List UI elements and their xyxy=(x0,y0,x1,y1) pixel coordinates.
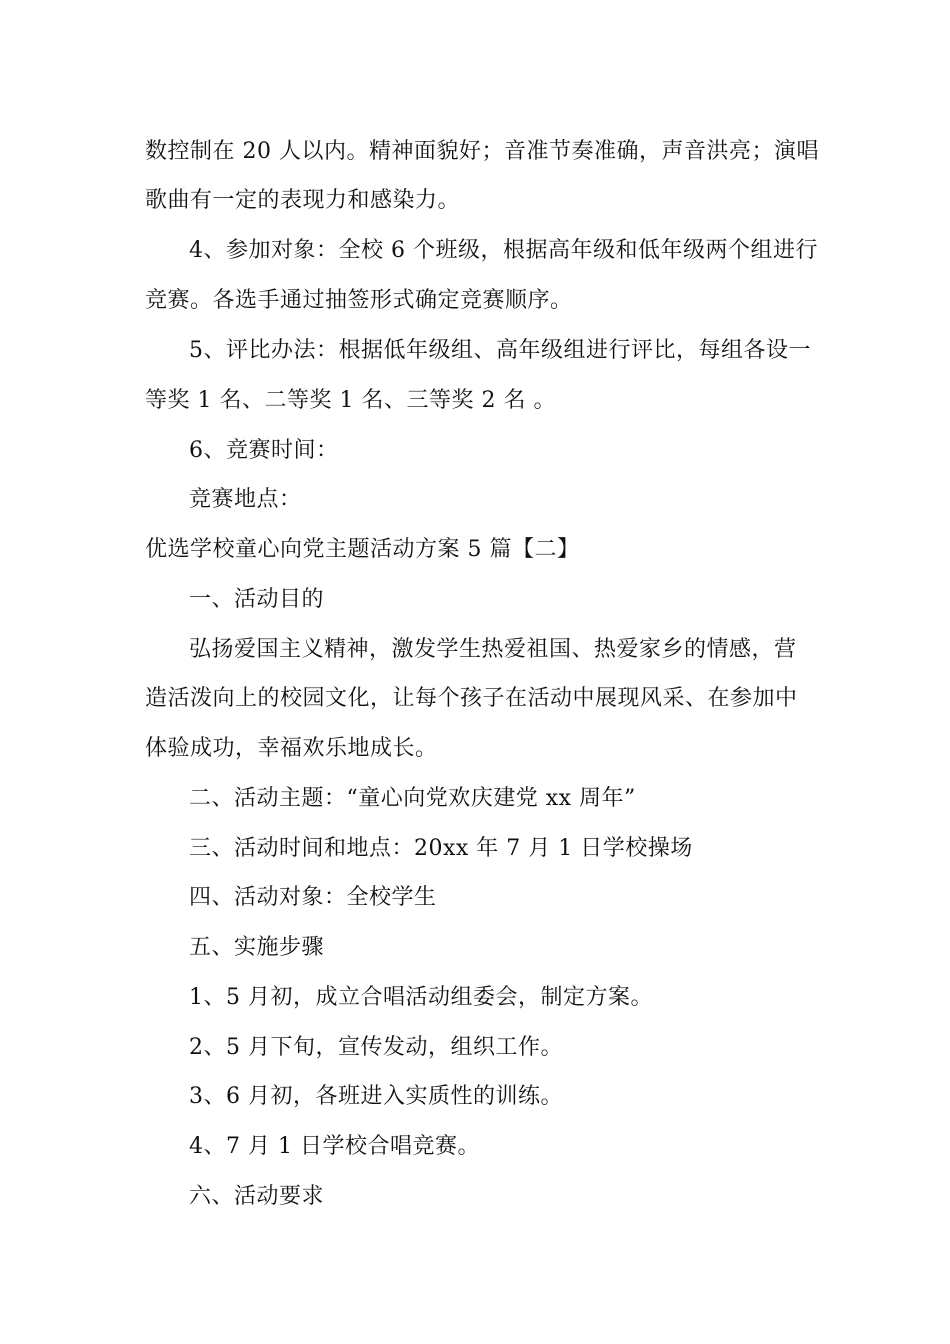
paragraph-line: 数控制在 20 人以内。精神面貌好；音准节奏准确，声音洪亮；演唱 xyxy=(145,139,819,164)
section-heading: 四、活动对象：全校学生 xyxy=(189,885,437,910)
paragraph-line: 弘扬爱国主义精神，激发学生热爱祖国、热爱家乡的情感，营 xyxy=(189,637,797,662)
section-heading: 二、活动主题：“童心向党欢庆建党 xx 周年” xyxy=(189,786,636,811)
section-heading: 三、活动时间和地点：20xx 年 7 月 1 日学校操场 xyxy=(189,836,693,861)
paragraph-line: 造活泼向上的校园文化，让每个孩子在活动中展现风采、在参加中 xyxy=(145,686,798,711)
paragraph-line: 体验成功，幸福欢乐地成长。 xyxy=(145,736,438,761)
section-heading: 六、活动要求 xyxy=(189,1184,325,1209)
paragraph-line: 4、参加对象：全校 6 个班级，根据高年级和低年级两个组进行 xyxy=(189,238,818,263)
list-item: 4、7 月 1 日学校合唱竞赛。 xyxy=(189,1134,480,1159)
paragraph-line: 等奖 1 名、二等奖 1 名、三等奖 2 名 。 xyxy=(145,388,556,413)
section-heading: 一、活动目的 xyxy=(189,587,325,612)
section-heading: 五、实施步骤 xyxy=(189,935,325,960)
paragraph-line: 竞赛。各选手通过抽签形式确定竞赛顺序。 xyxy=(145,288,573,313)
paragraph-line: 竞赛地点： xyxy=(189,487,302,512)
list-item: 3、6 月初，各班进入实质性的训练。 xyxy=(189,1084,563,1109)
paragraph-line: 6、竞赛时间： xyxy=(189,438,339,463)
paragraph-line: 5、评比办法：根据低年级组、高年级组进行评比，每组各设一 xyxy=(189,338,811,363)
section-heading: 优选学校童心向党主题活动方案 5 篇【二】 xyxy=(145,537,580,562)
list-item: 1、5 月初，成立合唱活动组委会，制定方案。 xyxy=(189,985,653,1010)
paragraph-line: 歌曲有一定的表现力和感染力。 xyxy=(145,188,461,213)
list-item: 2、5 月下旬，宣传发动，组织工作。 xyxy=(189,1035,563,1060)
